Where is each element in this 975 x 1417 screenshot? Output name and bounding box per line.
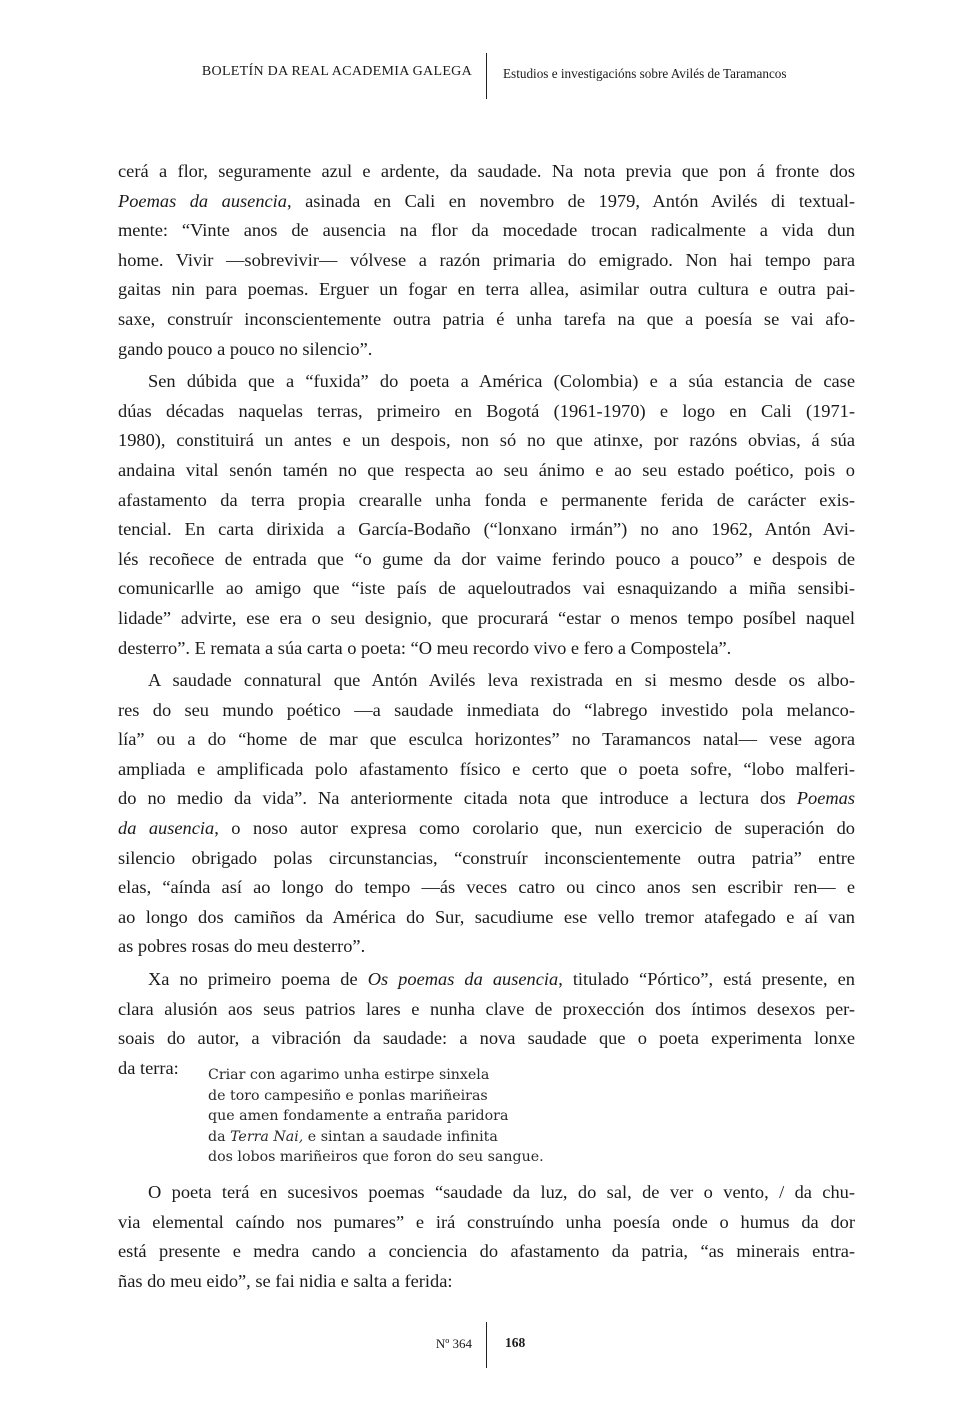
text-line: do no medio da vida”. Na anteriormente citada nota que introduce a lectura dos Poemas <box>118 788 855 809</box>
text-line: está presente e medra cando a conciencia do afastamento da patria, “as minerais entra- <box>118 1241 855 1262</box>
journal-title: BOLETÍN DA REAL ACADEMIA GALEGA <box>201 64 472 79</box>
text-line: comunicarlle ao amigo que “iste país de aqueloutrados vai esnaquizando a miña sensibi- <box>118 578 855 599</box>
paragraph <box>118 367 855 663</box>
header-divider <box>486 53 487 99</box>
verse-line: da Terra Nai, e sintan a saudade infinita <box>208 1128 498 1145</box>
verse-line: dos lobos mariñeiros que foron do seu sangue. <box>208 1149 544 1166</box>
text-line: gando pouco a pouco no silencio”. <box>118 338 373 359</box>
text-line: O poeta terá en sucesivos poemas “saudade da luz, do sal, de ver o vento, / da chu- <box>148 1182 855 1202</box>
article-body <box>118 157 855 1083</box>
footer-divider <box>486 1322 487 1368</box>
text-line: tencial. En carta dirixida a García-Bodaño (“lonxano irmán”) no ano 1962, Antón Avi- <box>118 519 855 540</box>
book-title: da ausencia <box>118 818 215 839</box>
text-line: saxe, construír inconscientemente outra patria é unha tarefa na que a poesía se vai afo- <box>118 308 855 329</box>
text-line: elas, “aínda así ao longo do tempo —ás veces catro ou cinco anos sen escribir ren— e <box>118 877 855 898</box>
text-line: as pobres rosas do meu desterro”. <box>118 936 366 957</box>
text-line: via elemental caíndo nos pumares” e irá construíndo unha poesía onde o humus da dor <box>118 1211 855 1232</box>
verse-quote <box>208 1065 544 1168</box>
text-line: Sen dúbida que a “fuxida” do poeta a América (Colombia) e a súa estancia de case <box>148 371 855 392</box>
text-line: clara alusión aos seus patrios lares e nunha clave de proxección dos íntimos desexos per- <box>118 998 855 1019</box>
text-line: 1980), constituirá un antes e un despois, non só no que atinxe, por razóns obvias, á súa <box>118 430 855 451</box>
text-line: soais do autor, a vibración da saudade: a nova saudade que o poeta experimenta lonxe <box>118 1028 855 1049</box>
text-line: desterro”. E remata a súa carta o poeta: “O meu recordo vivo e fero a Compostela”. <box>118 637 732 658</box>
text-line: dúas décadas naquelas terras, primeiro en Bogotá (1961-1970) e logo en Cali (1971- <box>118 400 855 421</box>
text-line: A saudade connatural que Antón Avilés leva rexistrada en si mesmo desde os albo- <box>148 670 855 691</box>
text-line: da terra: <box>118 1057 179 1078</box>
book-title: Os poemas da ausencia <box>367 969 559 990</box>
text-line: lidade” advirte, ese era o seu designio, que procurará “estar o menos tempo posíbel naquel <box>118 607 855 628</box>
page-number: 168 <box>505 1335 526 1350</box>
text-line: cerá a flor, seguramente azul e ardente, da saudade. Na nota previa que pon á fronte dos <box>118 161 855 181</box>
text-line: ao longo dos camiños da América do Sur, sacudiume ese vello tremor atafegado e aí van <box>118 906 855 927</box>
paragraph <box>118 666 855 962</box>
paragraph <box>118 157 855 364</box>
book-title: Poemas <box>796 788 855 809</box>
text-line: gaitas nin para poemas. Erguer un fogar en terra allea, asimilar outra cultura e outra pai- <box>118 279 855 300</box>
section-title: Estudios e investigacións sobre Avilés de Taramancos <box>503 66 787 81</box>
text-line: lés recoñece de entrada que “o gume da dor vaime ferindo pouco a pouco” e despois de <box>118 548 855 569</box>
text-line: afastamento da terra propia crearalle unha fonda e permanente ferida de carácter exis- <box>118 489 855 510</box>
text-line: andaina vital senón tamén no que respecta ao seu ánimo e ao seu estado poético, pois o <box>118 459 855 480</box>
text-line: res do seu mundo poético —a saudade inmediata do “labrego investido pola melanco- <box>118 699 855 720</box>
emphasis: Terra Nai, <box>230 1128 304 1145</box>
text-line: mente: “Vinte anos de ausencia na flor da mocedade trocan radicalmente a vida dun <box>118 220 855 241</box>
text-line: Poemas da ausencia, asinada en Cali en novembro de 1979, Antón Avilés di textual- <box>118 190 855 211</box>
text-line: ñas do meu eido”, se fai nidia e salta a ferida: <box>118 1270 453 1291</box>
text-line: Xa no primeiro poema de Os poemas da ausencia, titulado “Pórtico”, está presente, en <box>148 969 855 990</box>
book-title: Poemas da ausencia <box>118 190 287 211</box>
closing-paragraph <box>118 1178 855 1296</box>
issue-number: Nº 364 <box>435 1336 472 1351</box>
text-line: silencio obrigado polas circunstancias, “construír inconscientemente outra patria” entre <box>118 847 855 868</box>
text-line: home. Vivir —sobrevivir— vólvese a razón primaria do emigrado. Non hai tempo para <box>118 249 855 270</box>
verse-line: que amen fondamente a entraña paridora <box>208 1108 509 1125</box>
text-line: ampliada e amplificada polo afastamento físico e certo que o poeta sofre, “lobo malferi- <box>118 758 855 779</box>
text-line: da ausencia, o noso autor expresa como corolario que, nun exercicio de superación do <box>118 818 855 839</box>
text-line: lía” ou a do “home de mar que esculca horizontes” no Taramancos natal— vese agora <box>118 729 855 750</box>
verse-line: Criar con agarimo unha estirpe sinxela <box>208 1067 490 1083</box>
verse-line: de toro campesiño e ponlas mariñeiras <box>208 1087 488 1104</box>
